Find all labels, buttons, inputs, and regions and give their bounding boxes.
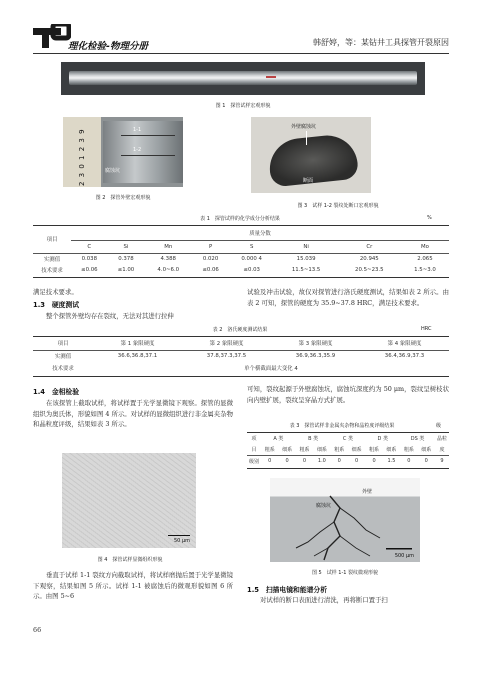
figure-5-caption: 图 5 试样 1-1 裂纹微观形貌 — [311, 570, 379, 576]
figure-2-ruler-text: 2 3 0 1 2 3 9 — [78, 128, 86, 186]
table-2-col-header: 第 4 象限硬度 — [387, 341, 422, 348]
table-2-unit: HRC — [421, 326, 432, 332]
header-rule — [33, 53, 449, 54]
figure-2-label-corrosion-pit: 腐蚀坑 — [105, 168, 121, 174]
running-header-authors: 韩舒婷，等：某钻井工具探管开裂原因 — [313, 38, 449, 47]
figure-1-image — [61, 62, 425, 95]
figure-5-scale-bar: 500 μm — [394, 553, 414, 559]
right-col2-para2: 对试样的断口表面进行清洗，再将断口置于扫 — [260, 596, 388, 604]
table-row: 技术要求 ≤0.06 ≤1.00 4.0~6.0 ≤0.06 ≤0.03 11.5~13.5 20.5~23.5 1.5~3.0 — [41, 266, 436, 274]
table-1-item-header: 项目 — [46, 237, 58, 244]
left-col1-para1: 满足技术要求。 — [33, 288, 78, 296]
table-3: 项 A 类 B 类 C 类 D 类 DS 类 晶粒 目 粗系 细系 粗系 细系 粗系 细系 粗系 细系 粗系 细系 度 级别 0 0 0 1.0 0 0 0 1.5 0 0 9 — [247, 433, 449, 467]
table-1 — [33, 226, 449, 275]
table-row: 技术要求 单个横截面最大变化 4 — [52, 366, 298, 372]
table-1-col-header: P — [208, 243, 213, 250]
table-row: 级别 0 0 0 1.0 0 0 0 1.5 0 0 9 — [247, 455, 449, 467]
figure-5-label-outer-wall: 外壁 — [362, 489, 373, 495]
table-1-col-header: Mo — [420, 243, 429, 250]
table-1-col-header: Mn — [164, 243, 173, 250]
journal-name: 理化检验-物理分册 — [68, 41, 148, 52]
table-1-unit: % — [427, 215, 432, 221]
right-col1-para1: 试验及冲击试验，故仅对探管进行洛氏硬度测试，结果如表 2 所示。由表 2 可知，探管的硬度为 35.9~37.8 HRC，满足技术要求。 — [247, 288, 449, 307]
table-1-col-header: Si — [123, 243, 129, 250]
table-1-col-header: Ni — [303, 243, 309, 250]
left-col2-para2: 垂直于试样 1-1 裂纹方向截取试样，将试样磨抛后置于光学显微镜下观察，结果如图 5 所示。试样 1-1 被腐蚀后的微观形貌如图 6 所示。由图 5~6 — [33, 571, 233, 601]
table-2 — [33, 337, 449, 374]
figure-3-label-outer-pit: 外壁腐蚀坑 — [291, 124, 317, 130]
table-2-col-header: 第 3 象限硬度 — [298, 341, 333, 348]
table-3-unit: 级 — [436, 423, 442, 429]
section-1-5-heading: 1.5 扫描电镜和能谱分析 — [247, 586, 328, 594]
figure-1-caption: 图 1 探管试样宏观形貌 — [215, 103, 271, 109]
figure-4-scale-bar: 50 μm — [173, 538, 190, 544]
journal-logo-mark — [33, 24, 71, 48]
figure-2-label-1-2: 1-2 — [133, 147, 142, 153]
table-row: 实测值 0.038 0.378 4.388 0.020 0.000 4 15.039 20.945 2.065 — [33, 253, 449, 264]
left-col1-para2: 整个探管外壁均存在裂纹，无法对其进行拉伸 — [46, 312, 174, 320]
table-2-col-header: 项目 — [57, 341, 69, 348]
figure-5-label-corrosion-pit: 腐蚀坑 — [316, 503, 332, 509]
figure-2-caption: 图 2 探管外壁宏观形貌 — [95, 195, 151, 201]
figure-3-label-fracture-surface: 断面 — [303, 178, 314, 184]
figure-3-image — [251, 117, 371, 193]
right-col2-para1: 可知，裂纹起源于外壁腐蚀坑，腐蚀坑深度约为 50 μm，裂纹呈树枝状向内壁扩展，裂纹呈穿晶方式扩展。 — [247, 385, 449, 404]
left-col2-para1: 在该探管上截取试样，将试样置于光学显微镜下观察。探管的显微组织为奥氏体，形貌如图 4 所示。对试样的显微组织进行非金属夹杂物和晶粒度评级，结果如表 3 所示。 — [33, 399, 233, 429]
table-row: 实测值 36.6,36.8,37.1 37.8,37.3,37.5 36.9,36.3,35.9 36.4,36.9,37.3 — [33, 350, 449, 362]
figure-4-image — [62, 453, 196, 548]
figure-2-image — [63, 117, 183, 187]
figure-3-caption: 图 3 试样 1-2 裂纹处断口宏观形貌 — [297, 203, 379, 209]
figure-4-caption: 图 4 探管试样显微组织形貌 — [97, 557, 163, 563]
section-1-4-heading: 1.4 金相检验 — [33, 388, 80, 396]
table-1-col-header: Cr — [366, 243, 373, 250]
table-2-col-header: 第 2 象限硬度 — [209, 341, 244, 348]
section-1-3-heading: 1.3 硬度测试 — [33, 301, 80, 309]
page-number: 66 — [33, 626, 42, 634]
table-1-caption: 表 1 探管试样的化学成分分析结果 — [200, 216, 280, 222]
figure-5-image — [270, 478, 420, 562]
table-3-caption: 表 3 探管试样非金属夹杂物和晶粒度评级结果 — [289, 423, 395, 429]
table-1-col-header: C — [87, 243, 92, 250]
table-2-caption: 表 2 洛氏硬度测试结果 — [212, 327, 268, 333]
table-1-group-header: 质量分数 — [71, 226, 449, 240]
figure-2-label-1-1: 1-1 — [133, 127, 142, 133]
table-2-col-header: 第 1 象限硬度 — [120, 341, 155, 348]
table-1-col-header: S — [249, 243, 254, 250]
